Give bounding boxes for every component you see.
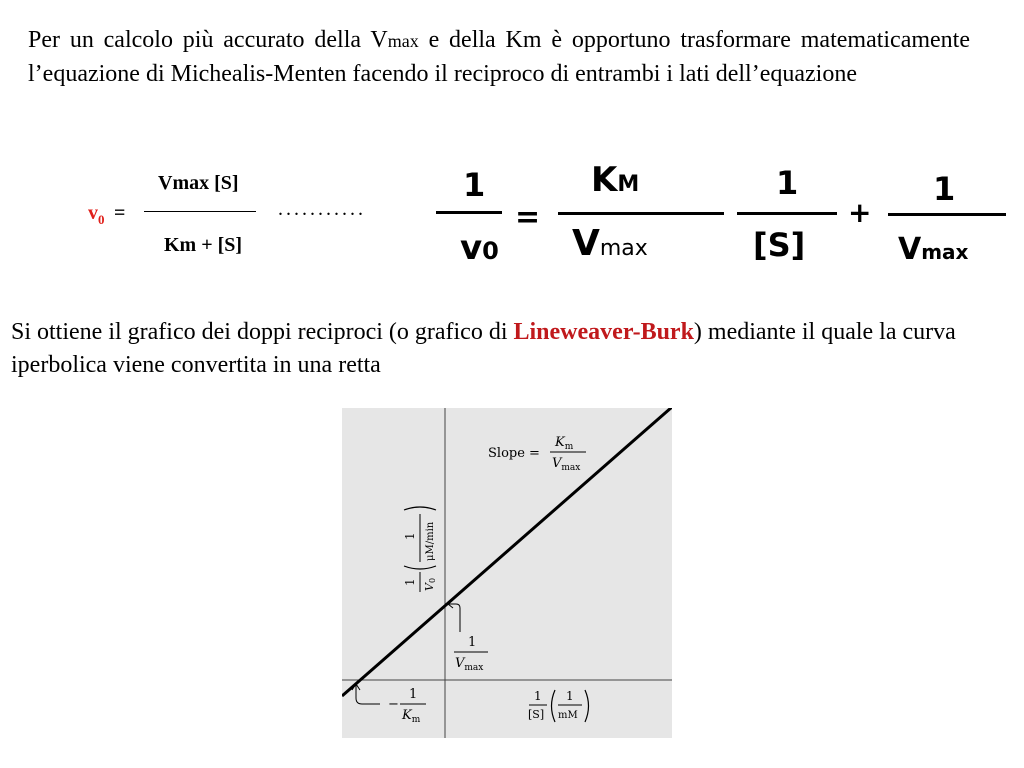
lb-t3-bar [888, 213, 1006, 216]
x-axis-label-den: [S] [528, 708, 545, 721]
lb-lhs-numerator: 1 [463, 166, 486, 204]
lb-lhs-sub: 0 [482, 237, 499, 265]
lb-t2-bar [737, 212, 837, 215]
lb-t3-numerator: 1 [933, 170, 956, 208]
lineweaver-burk-highlight: Lineweaver-Burk [513, 319, 694, 345]
lb-lhs-v: v [460, 228, 483, 268]
y-axis-unit-den: μM/min [425, 521, 436, 561]
lb-plus: + [848, 196, 872, 229]
lb-t1-k-sub: M [617, 172, 640, 197]
intro-paragraph [28, 24, 970, 91]
mm-lhs-sub: 0 [98, 212, 105, 227]
lineweaver-burk-graph [342, 408, 672, 738]
description-text-a: Si ottiene il grafico dei doppi reciproci (o grafico di [11, 319, 514, 345]
mm-numerator: Vmax [S] [158, 172, 239, 194]
x-intercept-den-sub: m [411, 715, 421, 725]
mm-lhs-v: v [88, 202, 98, 224]
lb-t1-v: V [572, 223, 600, 264]
intro-text-b: e della Km è opportuno trasformare matematicamente l’equazione di Michealis-Menten facendo il reciproco di entrambi i lati dell’equazione [28, 27, 971, 87]
lb-t1-numerator [591, 160, 639, 200]
y-axis-unit-num: 1 [403, 532, 417, 540]
x-axis-label-num: 1 [534, 689, 542, 703]
mm-equals: = [114, 202, 126, 224]
mm-denominator: Km + [S] [164, 234, 243, 256]
intro-text-a: Per un calcolo più accurato della V [28, 27, 388, 53]
lb-t3-v: V [898, 232, 922, 267]
y-intercept-den-sub: max [464, 663, 484, 673]
lb-t2-denominator: [S] [753, 226, 806, 264]
michaelis-menten-equation [84, 168, 424, 258]
x-axis-unit-num: 1 [566, 689, 574, 703]
slope-label: Slope = [488, 446, 540, 461]
lb-t1-bar [558, 212, 724, 215]
lb-t2-numerator: 1 [776, 164, 799, 202]
slope-den-sub: max [561, 463, 581, 473]
mm-fraction-bar [144, 211, 256, 212]
x-intercept-den-k: K [402, 708, 412, 723]
lb-t3-denominator [898, 232, 968, 267]
description-paragraph [11, 316, 1001, 382]
lb-t1-denominator [572, 223, 648, 264]
y-axis-label-den-v: V [423, 583, 436, 591]
slope-den-v: V [552, 456, 562, 471]
lb-t1-k: K [591, 160, 618, 200]
x-intercept-num: 1 [409, 687, 418, 702]
lb-t1-vmax-sub: max [599, 236, 648, 261]
mm-lhs [88, 202, 105, 228]
y-axis-label-den-sub: 0 [428, 577, 437, 584]
y-intercept-den-v: V [455, 656, 465, 671]
y-intercept-num: 1 [468, 635, 477, 650]
slope-num-sub: m [564, 442, 574, 452]
intro-vmax-sub: max [387, 31, 419, 51]
lb-lhs-bar [436, 211, 502, 214]
lb-t3-vmax-sub: max [921, 240, 969, 264]
mm-dots: ........... [278, 198, 366, 220]
x-intercept-sign: − [388, 697, 399, 712]
slope-num-k: K [555, 435, 565, 450]
y-axis-label-num: 1 [403, 578, 417, 586]
lb-equals: = [515, 200, 541, 235]
lb-lhs-denominator [460, 228, 499, 268]
description-text-b: ) mediante il quale la curva iperbolica viene convertita in una retta [11, 319, 956, 378]
x-axis-unit-den: mM [558, 710, 578, 721]
